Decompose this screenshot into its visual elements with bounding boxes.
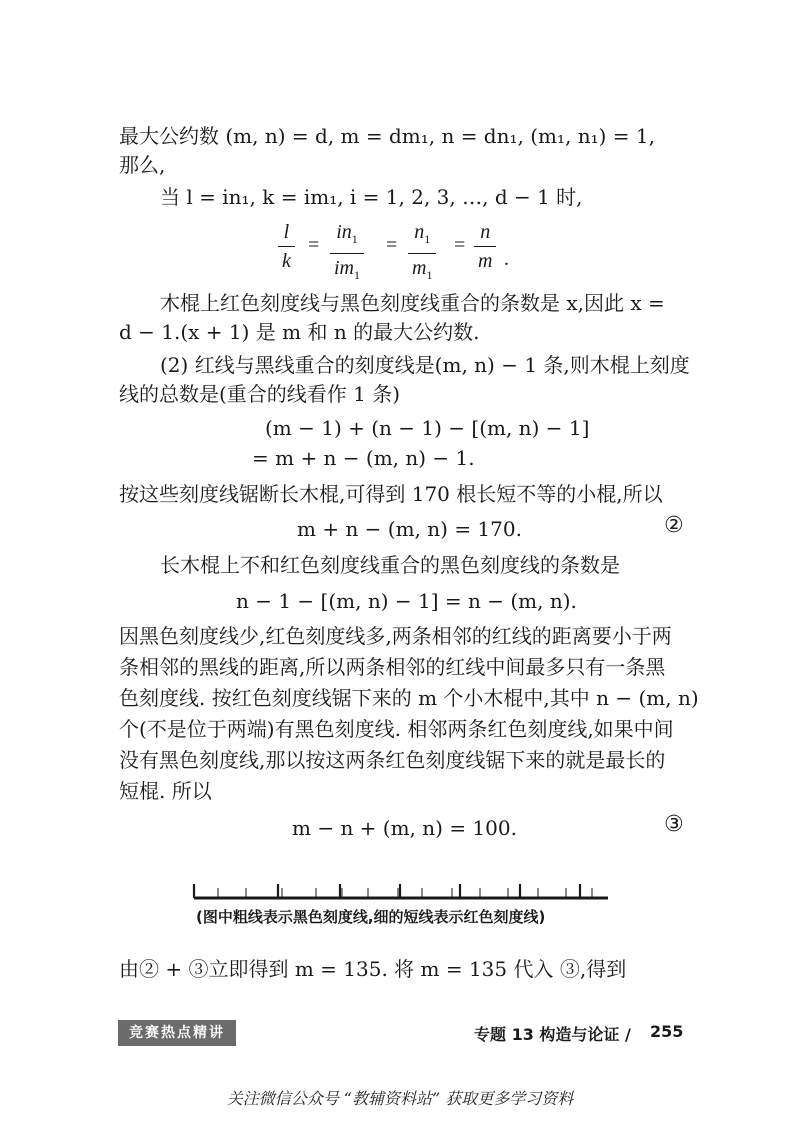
fraction-in1-over-im1: $\frac{in_1}{im_1}$ (330, 218, 364, 289)
figure-caption: (图中粗线表示黑色刻度线,细的短线表示红色刻度线) (196, 908, 546, 926)
equals-sign: = (308, 234, 320, 256)
period: . (504, 248, 509, 270)
text-line-3: 当 l = in₁, k = im₁, i = 1, 2, 3, …, d − 1 时, (160, 185, 583, 209)
equation-number-2: ② (664, 513, 684, 538)
equation-100: m − n + (m, n) = 100. (292, 816, 517, 840)
text-line-10: 因黑色刻度线少,红色刻度线多,两条相邻的红线的距离要小于两 (119, 624, 672, 648)
fraction-n1-over-m1: $\frac{n_1}{m_1}$ (408, 218, 436, 289)
section-badge: 竞赛热点精讲 (118, 1020, 236, 1046)
text-line-13: 个(不是位于两端)有黑色刻度线. 相邻两条红色刻度线,如果中间 (119, 717, 674, 741)
fraction-equation (278, 218, 518, 280)
text-line-7: 线的总数是(重合的线看作 1 条) (119, 382, 401, 406)
text-line-1: 最大公约数 (m, n) = d, m = dm₁, n = dn₁, (m₁, n₁) = 1, (119, 124, 655, 148)
equals-sign: = (386, 234, 398, 256)
text-line-11: 条相邻的黑线的距离,所以两条相邻的红线中间最多只有一条黑 (119, 655, 666, 679)
ruler-diagram (190, 870, 620, 904)
page-number: 255 (650, 1022, 684, 1041)
text-line-2: 那么, (119, 153, 166, 177)
text-line-4: 木棍上红色刻度线与黑色刻度线重合的条数是 x,因此 x = (160, 291, 665, 315)
ruler-ticks (194, 884, 592, 898)
text-line-12: 色刻度线. 按红色刻度线锯下来的 m 个小木棍中,其中 n − (m, n) (119, 686, 699, 710)
fraction-n-over-m: $\frac{n}{m}$ (474, 218, 496, 275)
equals-sign: = (454, 234, 466, 256)
text-line-9: 长木棍上不和红色刻度线重合的黑色刻度线的条数是 (160, 553, 620, 577)
text-line-15: 短棍. 所以 (119, 779, 212, 803)
text-line-14: 没有黑色刻度线,那以按这两条红色刻度线锯下来的就是最长的 (119, 748, 666, 772)
footer-topic: 专题 13 构造与论证 / (474, 1025, 631, 1044)
watermark: 关注微信公众号 “教辅资料站” 获取更多学习资料 (226, 1089, 574, 1108)
text-line-8: 按这些刻度线锯断长木棍,可得到 170 根长短不等的小棍,所以 (119, 482, 663, 506)
equation-line-3: n − 1 − [(m, n) − 1] = n − (m, n). (236, 589, 577, 613)
equation-number-3: ③ (664, 812, 684, 837)
fraction-l-over-k: $\frac{l}{k}$ (278, 218, 295, 275)
equation-170: m + n − (m, n) = 170. (297, 517, 522, 541)
equation-line-2: = m + n − (m, n) − 1. (252, 446, 475, 470)
equation-line-1: (m − 1) + (n − 1) − [(m, n) − 1] (265, 416, 590, 440)
text-line-5: d − 1.(x + 1) 是 m 和 n 的最大公约数. (119, 320, 480, 344)
text-line-16: 由② + ③立即得到 m = 135. 将 m = 135 代入 ③,得到 (119, 957, 627, 981)
text-line-6: (2) 红线与黑线重合的刻度线是(m, n) − 1 条,则木棍上刻度 (160, 353, 690, 377)
